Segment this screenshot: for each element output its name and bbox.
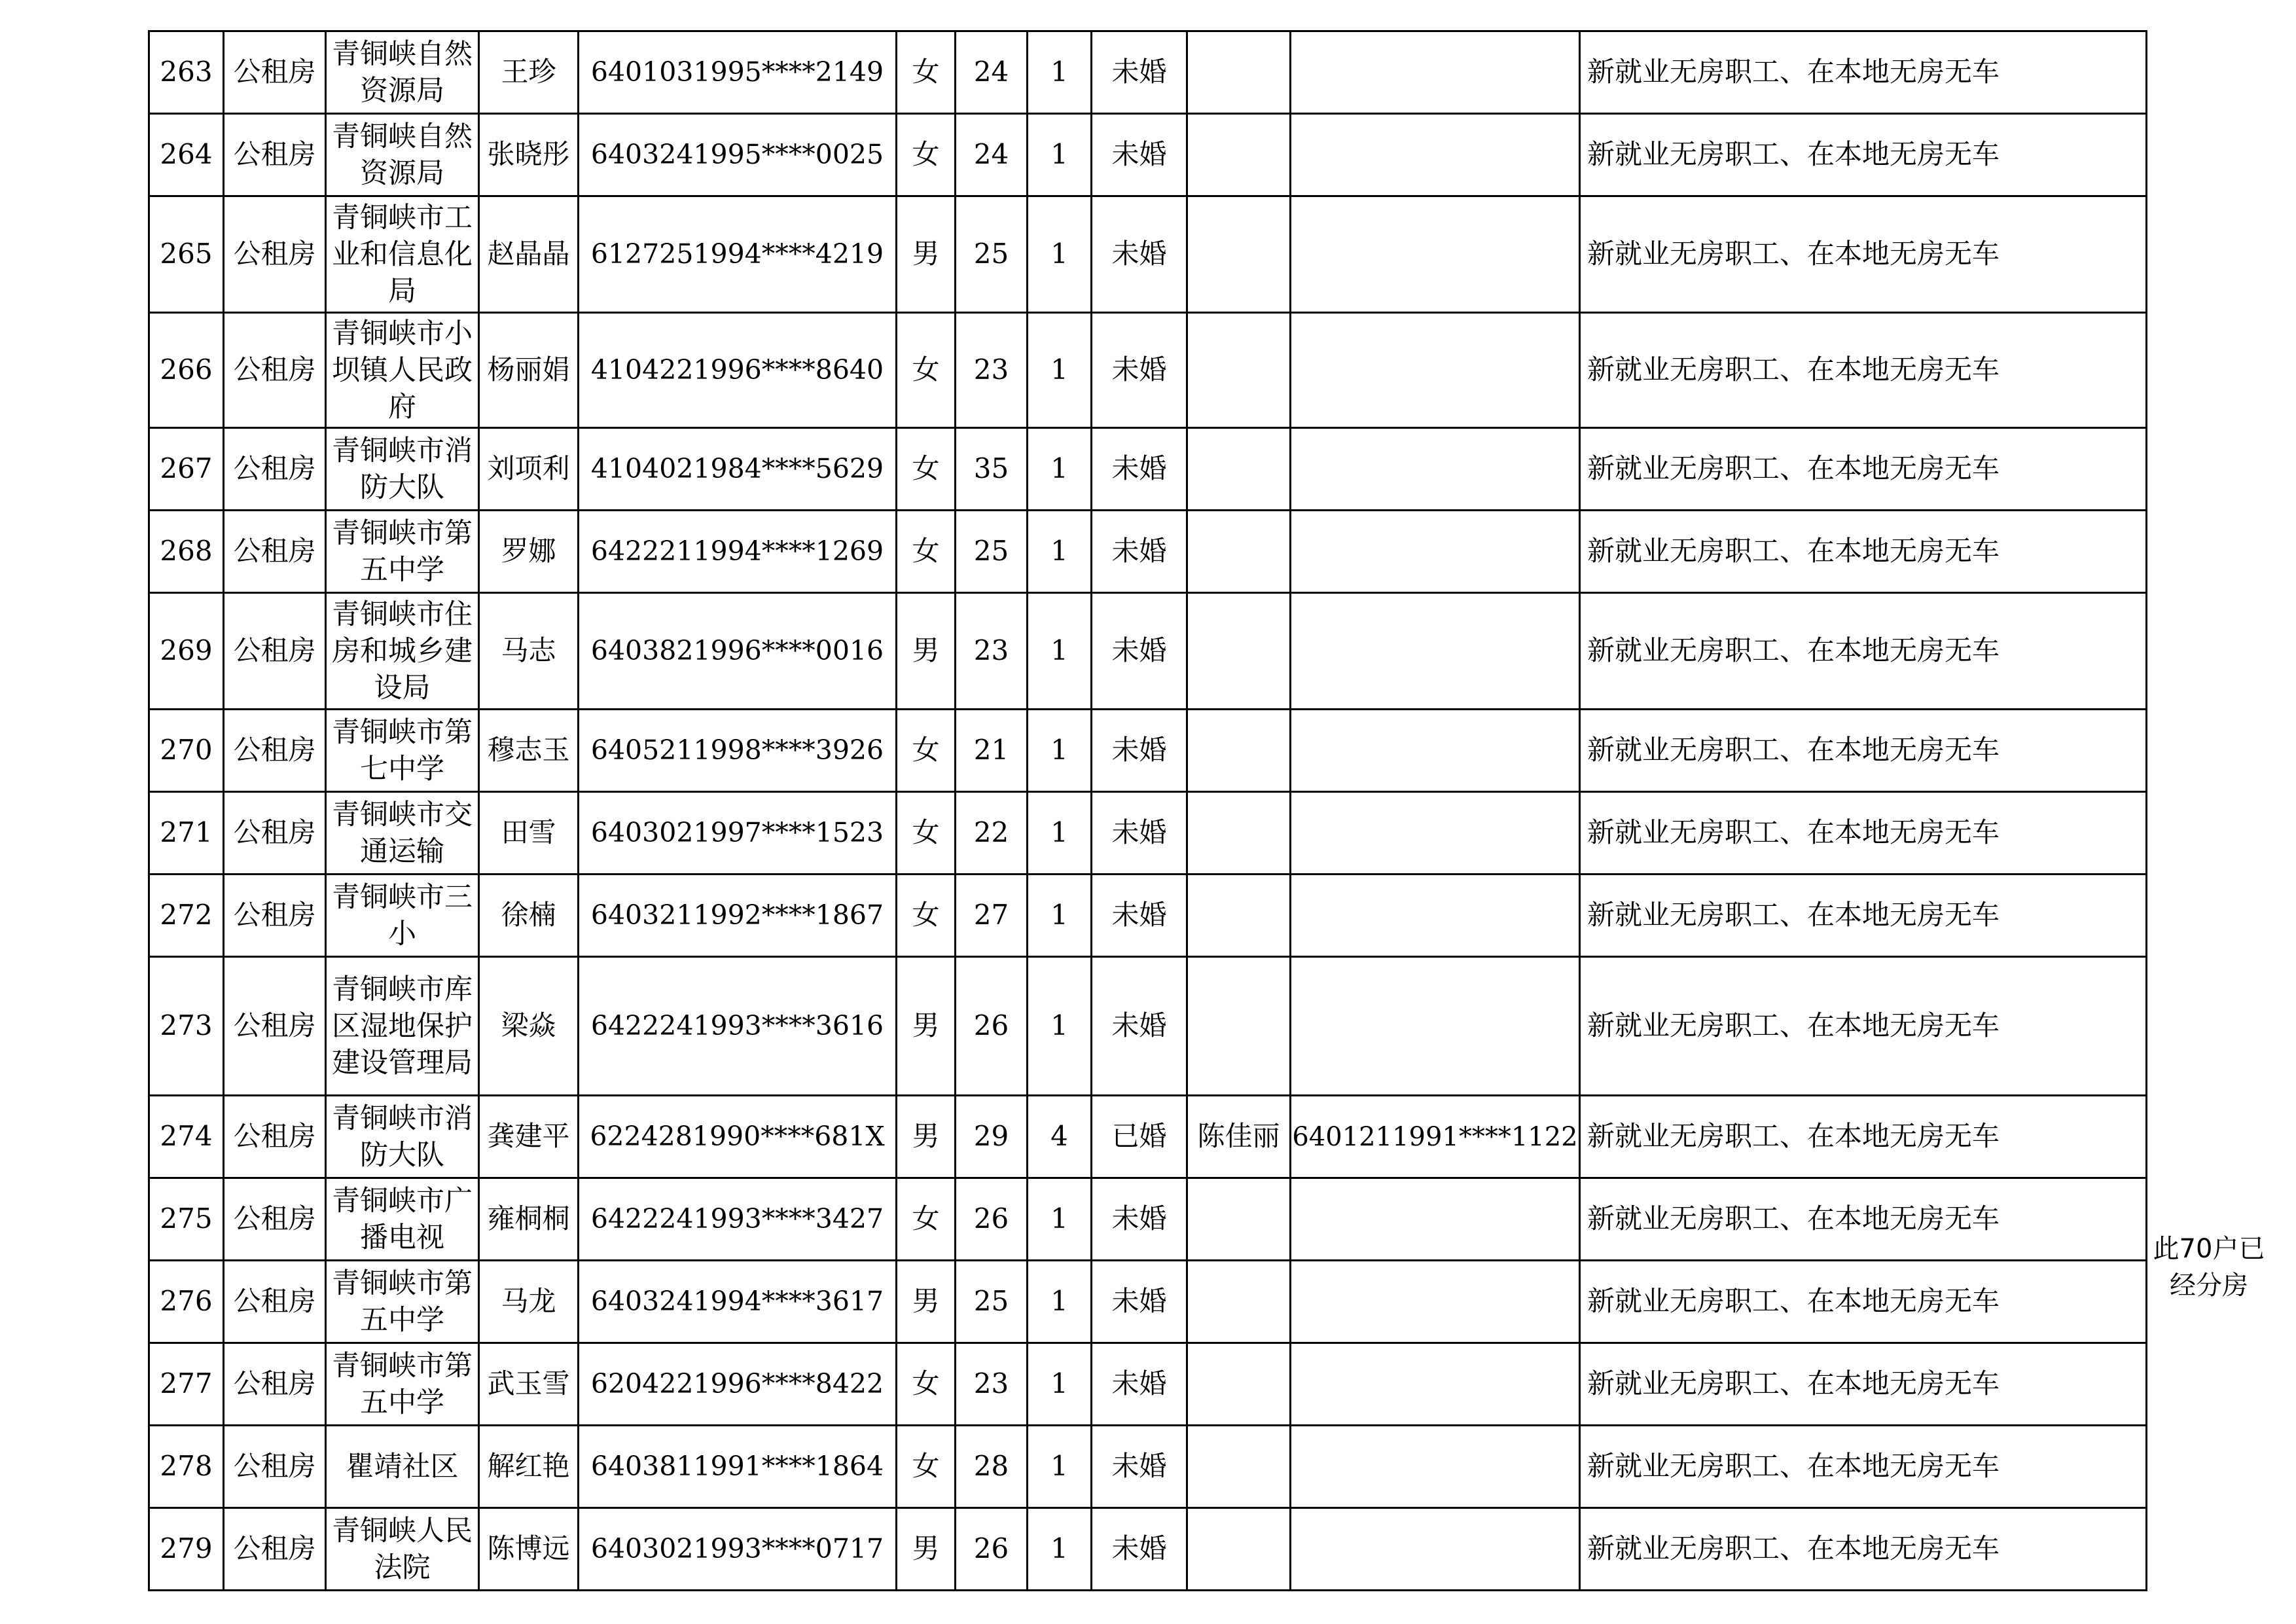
marital-status: 未婚: [1092, 1343, 1187, 1426]
household-count: 1: [1028, 593, 1092, 710]
row-number: 279: [149, 1508, 224, 1591]
row-number: 269: [149, 593, 224, 710]
housing-type: 公租房: [224, 1343, 326, 1426]
id-number: 6224281990****681X: [579, 1096, 897, 1178]
table-row: [149, 428, 2147, 511]
spouse-id-number: [1291, 196, 1580, 313]
household-count: 1: [1028, 792, 1092, 875]
work-unit: 青铜峡市住房和城乡建设局: [326, 593, 479, 710]
spouse-id-number: [1291, 31, 1580, 114]
age: 21: [956, 710, 1028, 792]
work-unit: 青铜峡人民法院: [326, 1508, 479, 1591]
work-unit: 瞿靖社区: [326, 1426, 479, 1508]
housing-type: 公租房: [224, 710, 326, 792]
eligibility-note: 新就业无房职工、在本地无房无车: [1580, 957, 2147, 1096]
work-unit: 青铜峡市消防大队: [326, 428, 479, 511]
spouse-id-number: [1291, 875, 1580, 957]
housing-type: 公租房: [224, 1178, 326, 1261]
applicant-name: 王珍: [479, 31, 579, 114]
eligibility-note: 新就业无房职工、在本地无房无车: [1580, 1343, 2147, 1426]
spouse-name: [1187, 593, 1291, 710]
work-unit: 青铜峡自然资源局: [326, 31, 479, 114]
gender: 女: [897, 114, 956, 196]
table-row: [149, 114, 2147, 196]
row-number: 266: [149, 313, 224, 428]
row-number: 273: [149, 957, 224, 1096]
age: 29: [956, 1096, 1028, 1178]
table-row: [149, 1426, 2147, 1508]
applicant-name: 解红艳: [479, 1426, 579, 1508]
gender: 男: [897, 1508, 956, 1591]
row-number: 274: [149, 1096, 224, 1178]
applicant-name: 马龙: [479, 1261, 579, 1343]
id-number: 4104221996****8640: [579, 313, 897, 428]
spouse-id-number: [1291, 957, 1580, 1096]
table-row: [149, 1508, 2147, 1591]
housing-type: 公租房: [224, 511, 326, 593]
household-count: 1: [1028, 313, 1092, 428]
age: 24: [956, 114, 1028, 196]
applicant-name: 张晓彤: [479, 114, 579, 196]
work-unit: 青铜峡市库区湿地保护建设管理局: [326, 957, 479, 1096]
eligibility-note: 新就业无房职工、在本地无房无车: [1580, 428, 2147, 511]
row-number: 268: [149, 511, 224, 593]
applicant-name: 赵晶晶: [479, 196, 579, 313]
marital-status: 未婚: [1092, 875, 1187, 957]
table-row: [149, 31, 2147, 114]
applicant-name: 武玉雪: [479, 1343, 579, 1426]
work-unit: 青铜峡市第五中学: [326, 1343, 479, 1426]
gender: 男: [897, 957, 956, 1096]
spouse-id-number: [1291, 1178, 1580, 1261]
household-count: 1: [1028, 1178, 1092, 1261]
id-number: 6405211998****3926: [579, 710, 897, 792]
spouse-name: [1187, 1261, 1291, 1343]
household-count: 1: [1028, 31, 1092, 114]
applicant-name: 徐楠: [479, 875, 579, 957]
spouse-id-number: [1291, 1343, 1580, 1426]
id-number: 6422211994****1269: [579, 511, 897, 593]
row-number: 270: [149, 710, 224, 792]
gender: 女: [897, 792, 956, 875]
gender: 男: [897, 1096, 956, 1178]
gender: 男: [897, 196, 956, 313]
id-number: 6403241994****3617: [579, 1261, 897, 1343]
eligibility-note: 新就业无房职工、在本地无房无车: [1580, 1508, 2147, 1591]
spouse-name: [1187, 1343, 1291, 1426]
spouse-id-number: [1291, 593, 1580, 710]
applicant-name: 陈博远: [479, 1508, 579, 1591]
household-count: 1: [1028, 710, 1092, 792]
spouse-name: [1187, 1508, 1291, 1591]
table-row: [149, 1261, 2147, 1343]
work-unit: 青铜峡市第七中学: [326, 710, 479, 792]
table-row: [149, 1096, 2147, 1178]
id-number: 6422241993****3427: [579, 1178, 897, 1261]
row-number: 271: [149, 792, 224, 875]
housing-type: 公租房: [224, 428, 326, 511]
applicant-name: 杨丽娟: [479, 313, 579, 428]
household-count: 1: [1028, 1261, 1092, 1343]
eligibility-note: 新就业无房职工、在本地无房无车: [1580, 792, 2147, 875]
eligibility-note: 新就业无房职工、在本地无房无车: [1580, 875, 2147, 957]
applicant-name: 罗娜: [479, 511, 579, 593]
table-row: [149, 1343, 2147, 1426]
age: 35: [956, 428, 1028, 511]
id-number: 6422241993****3616: [579, 957, 897, 1096]
gender: 女: [897, 710, 956, 792]
spouse-name: [1187, 1426, 1291, 1508]
spouse-name: [1187, 196, 1291, 313]
applicant-name: 穆志玉: [479, 710, 579, 792]
eligibility-note: 新就业无房职工、在本地无房无车: [1580, 511, 2147, 593]
housing-type: 公租房: [224, 1261, 326, 1343]
eligibility-note: 新就业无房职工、在本地无房无车: [1580, 313, 2147, 428]
gender: 女: [897, 31, 956, 114]
applicant-name: 雍桐桐: [479, 1178, 579, 1261]
household-count: 1: [1028, 114, 1092, 196]
marital-status: 未婚: [1092, 1426, 1187, 1508]
eligibility-note: 新就业无房职工、在本地无房无车: [1580, 196, 2147, 313]
row-number: 272: [149, 875, 224, 957]
age: 25: [956, 196, 1028, 313]
housing-type: 公租房: [224, 957, 326, 1096]
housing-type: 公租房: [224, 31, 326, 114]
id-number: 6403811991****1864: [579, 1426, 897, 1508]
household-count: 1: [1028, 1343, 1092, 1426]
id-number: 6403211992****1867: [579, 875, 897, 957]
spouse-name: [1187, 710, 1291, 792]
gender: 男: [897, 593, 956, 710]
eligibility-note: 新就业无房职工、在本地无房无车: [1580, 31, 2147, 114]
table-row: [149, 196, 2147, 313]
row-number: 264: [149, 114, 224, 196]
marital-status: 已婚: [1092, 1096, 1187, 1178]
marital-status: 未婚: [1092, 792, 1187, 875]
eligibility-note: 新就业无房职工、在本地无房无车: [1580, 1178, 2147, 1261]
table-row: [149, 511, 2147, 593]
gender: 女: [897, 875, 956, 957]
gender: 女: [897, 428, 956, 511]
marital-status: 未婚: [1092, 1178, 1187, 1261]
marital-status: 未婚: [1092, 114, 1187, 196]
row-number: 276: [149, 1261, 224, 1343]
spouse-id-number: 6401211991****1122: [1291, 1096, 1580, 1178]
spouse-name: [1187, 875, 1291, 957]
id-number: 6403241995****0025: [579, 114, 897, 196]
age: 23: [956, 593, 1028, 710]
work-unit: 青铜峡市三小: [326, 875, 479, 957]
age: 25: [956, 1261, 1028, 1343]
housing-type: 公租房: [224, 875, 326, 957]
household-count: 1: [1028, 1426, 1092, 1508]
housing-type: 公租房: [224, 1508, 326, 1591]
marital-status: 未婚: [1092, 1261, 1187, 1343]
age: 27: [956, 875, 1028, 957]
applicant-name: 马志: [479, 593, 579, 710]
eligibility-note: 新就业无房职工、在本地无房无车: [1580, 114, 2147, 196]
work-unit: 青铜峡市第五中学: [326, 511, 479, 593]
table-body: [149, 31, 2147, 1591]
table-row: [149, 875, 2147, 957]
marital-status: 未婚: [1092, 31, 1187, 114]
age: 22: [956, 792, 1028, 875]
id-number: 4104021984****5629: [579, 428, 897, 511]
applicant-name: 龚建平: [479, 1096, 579, 1178]
row-number: 277: [149, 1343, 224, 1426]
work-unit: 青铜峡市广播电视: [326, 1178, 479, 1261]
age: 23: [956, 1343, 1028, 1426]
table-row: [149, 593, 2147, 710]
marital-status: 未婚: [1092, 1508, 1187, 1591]
id-number: 6403021997****1523: [579, 792, 897, 875]
spouse-name: [1187, 511, 1291, 593]
id-number: 6204221996****8422: [579, 1343, 897, 1426]
marital-status: 未婚: [1092, 196, 1187, 313]
housing-type: 公租房: [224, 313, 326, 428]
table-row: [149, 313, 2147, 428]
table-row: [149, 792, 2147, 875]
household-count: 1: [1028, 511, 1092, 593]
spouse-name: [1187, 313, 1291, 428]
age: 23: [956, 313, 1028, 428]
spouse-id-number: [1291, 313, 1580, 428]
id-number: 6127251994****4219: [579, 196, 897, 313]
spouse-name: [1187, 792, 1291, 875]
housing-type: 公租房: [224, 114, 326, 196]
work-unit: 青铜峡市交通运输: [326, 792, 479, 875]
gender: 女: [897, 1426, 956, 1508]
id-number: 6403021993****0717: [579, 1508, 897, 1591]
work-unit: 青铜峡自然资源局: [326, 114, 479, 196]
row-number: 275: [149, 1178, 224, 1261]
housing-type: 公租房: [224, 792, 326, 875]
work-unit: 青铜峡市小坝镇人民政府: [326, 313, 479, 428]
housing-type: 公租房: [224, 1096, 326, 1178]
work-unit: 青铜峡市第五中学: [326, 1261, 479, 1343]
eligibility-note: 新就业无房职工、在本地无房无车: [1580, 710, 2147, 792]
age: 26: [956, 957, 1028, 1096]
marital-status: 未婚: [1092, 593, 1187, 710]
marital-status: 未婚: [1092, 428, 1187, 511]
household-count: 1: [1028, 196, 1092, 313]
work-unit: 青铜峡市消防大队: [326, 1096, 479, 1178]
household-count: 1: [1028, 428, 1092, 511]
spouse-name: [1187, 1178, 1291, 1261]
marital-status: 未婚: [1092, 710, 1187, 792]
gender: 女: [897, 1178, 956, 1261]
table-row: [149, 957, 2147, 1096]
housing-type: 公租房: [224, 1426, 326, 1508]
age: 26: [956, 1508, 1028, 1591]
spouse-name: [1187, 957, 1291, 1096]
spouse-name: [1187, 114, 1291, 196]
eligibility-note: 新就业无房职工、在本地无房无车: [1580, 1261, 2147, 1343]
age: 26: [956, 1178, 1028, 1261]
row-number: 265: [149, 196, 224, 313]
id-number: 6401031995****2149: [579, 31, 897, 114]
gender: 男: [897, 1261, 956, 1343]
marital-status: 未婚: [1092, 511, 1187, 593]
applicant-table: [148, 30, 2147, 1591]
spouse-id-number: [1291, 710, 1580, 792]
housing-type: 公租房: [224, 196, 326, 313]
housing-type: 公租房: [224, 593, 326, 710]
household-count: 1: [1028, 875, 1092, 957]
eligibility-note: 新就业无房职工、在本地无房无车: [1580, 1096, 2147, 1178]
applicant-name: 刘项利: [479, 428, 579, 511]
marital-status: 未婚: [1092, 957, 1187, 1096]
id-number: 6403821996****0016: [579, 593, 897, 710]
applicant-name: 梁焱: [479, 957, 579, 1096]
row-number: 278: [149, 1426, 224, 1508]
gender: 女: [897, 1343, 956, 1426]
spouse-id-number: [1291, 1508, 1580, 1591]
work-unit: 青铜峡市工业和信息化局: [326, 196, 479, 313]
household-count: 1: [1028, 957, 1092, 1096]
age: 28: [956, 1426, 1028, 1508]
row-number: 263: [149, 31, 224, 114]
household-count: 4: [1028, 1096, 1092, 1178]
spouse-name: 陈佳丽: [1187, 1096, 1291, 1178]
spouse-name: [1187, 428, 1291, 511]
eligibility-note: 新就业无房职工、在本地无房无车: [1580, 1426, 2147, 1508]
spouse-id-number: [1291, 114, 1580, 196]
spouse-id-number: [1291, 1261, 1580, 1343]
spouse-id-number: [1291, 1426, 1580, 1508]
side-note: 此70户已经分房: [2153, 1234, 2265, 1301]
spouse-id-number: [1291, 428, 1580, 511]
applicant-name: 田雪: [479, 792, 579, 875]
spouse-id-number: [1291, 511, 1580, 593]
age: 25: [956, 511, 1028, 593]
gender: 女: [897, 313, 956, 428]
table-row: [149, 1178, 2147, 1261]
gender: 女: [897, 511, 956, 593]
spouse-name: [1187, 31, 1291, 114]
table-row: [149, 710, 2147, 792]
row-number: 267: [149, 428, 224, 511]
spouse-id-number: [1291, 792, 1580, 875]
household-count: 1: [1028, 1508, 1092, 1591]
age: 24: [956, 31, 1028, 114]
eligibility-note: 新就业无房职工、在本地无房无车: [1580, 593, 2147, 710]
marital-status: 未婚: [1092, 313, 1187, 428]
